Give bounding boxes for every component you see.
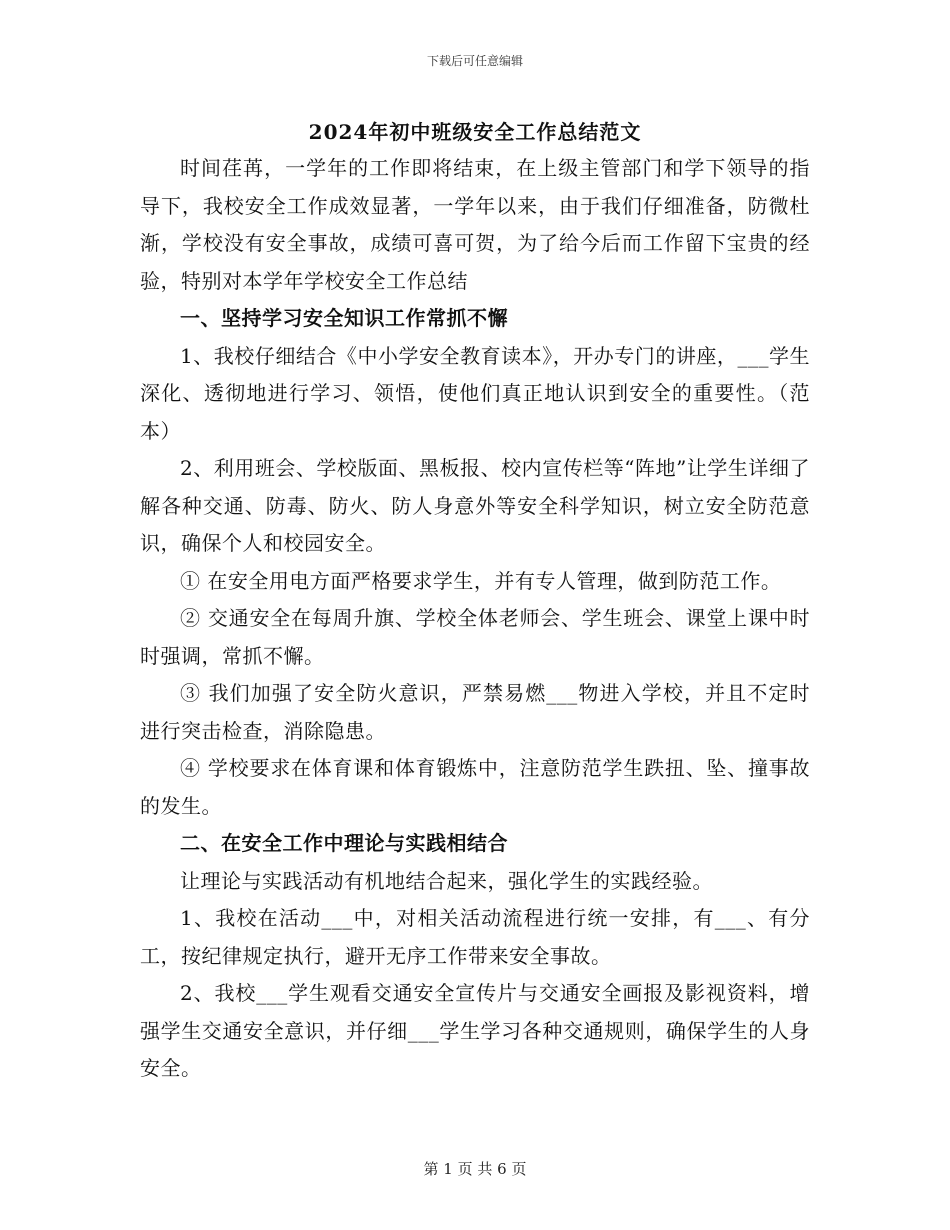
list-item: ③ 我们加强了安全防火意识，严禁易燃___物进入学校，并且不定时进行突击检查，消除隐患。 <box>140 681 810 743</box>
section-heading-2: 二、在安全工作中理论与实践相结合 <box>180 831 508 855</box>
section-heading-1: 一、坚持学习安全知识工作常抓不懈 <box>180 306 508 330</box>
list-item: ④ 学校要求在体育课和体育锻炼中，注意防范学生跌扭、坠、撞事故的发生。 <box>140 756 810 818</box>
document-title: 2024年初中班级安全工作总结范文 <box>308 120 642 144</box>
header-note: 下载后可任意编辑 <box>426 54 523 68</box>
paragraph: 1、我校仔细结合《中小学安全教育读本》，开办专门的讲座，___学生深化、透彻地进行学习、领悟，使他们真正地认识到安全的重要性。（范本） <box>140 343 810 443</box>
list-item: ② 交通安全在每周升旗、学校全体老师会、学生班会、课堂上课中时时强调，常抓不懈。 <box>140 606 810 668</box>
paragraph: 2、利用班会、学校版面、黑板报、校内宣传栏等“阵地”让学生详细了解各种交通、防毒、防火、防人身意外等安全科学知识，树立安全防范意识，确保个人和校园安全。 <box>140 456 810 555</box>
list-item: ① 在安全用电方面严格要求学生，并有专人管理，做到防范工作。 <box>180 568 782 593</box>
paragraph: 让理论与实践活动有机地结合起来，强化学生的实践经验。 <box>180 868 713 893</box>
paragraph: 2、我校___学生观看交通安全宣传片与交通安全画报及影视资料，增强学生交通安全意识，并仔细___学生学习各种交通规则，确保学生的人身安全。 <box>140 981 810 1080</box>
page-indicator: 第 1 页 共 6 页 <box>423 1160 527 1178</box>
paragraph: 1、我校在活动___中，对相关活动流程进行统一安排，有___、有分工，按纪律规定执行，避开无序工作带来安全事故。 <box>140 906 810 968</box>
document-body <box>140 150 810 1088</box>
paragraph-intro: 时间荏苒，一学年的工作即将结束，在上级主管部门和学下领导的指导下，我校安全工作成效显著，一学年以来，由于我们仔细准备，防微杜渐，学校没有安全事故，成绩可喜可贺，为了给今后而工作留下宝贵的经验，特别对本学年学校安全工作总结 <box>140 156 810 293</box>
